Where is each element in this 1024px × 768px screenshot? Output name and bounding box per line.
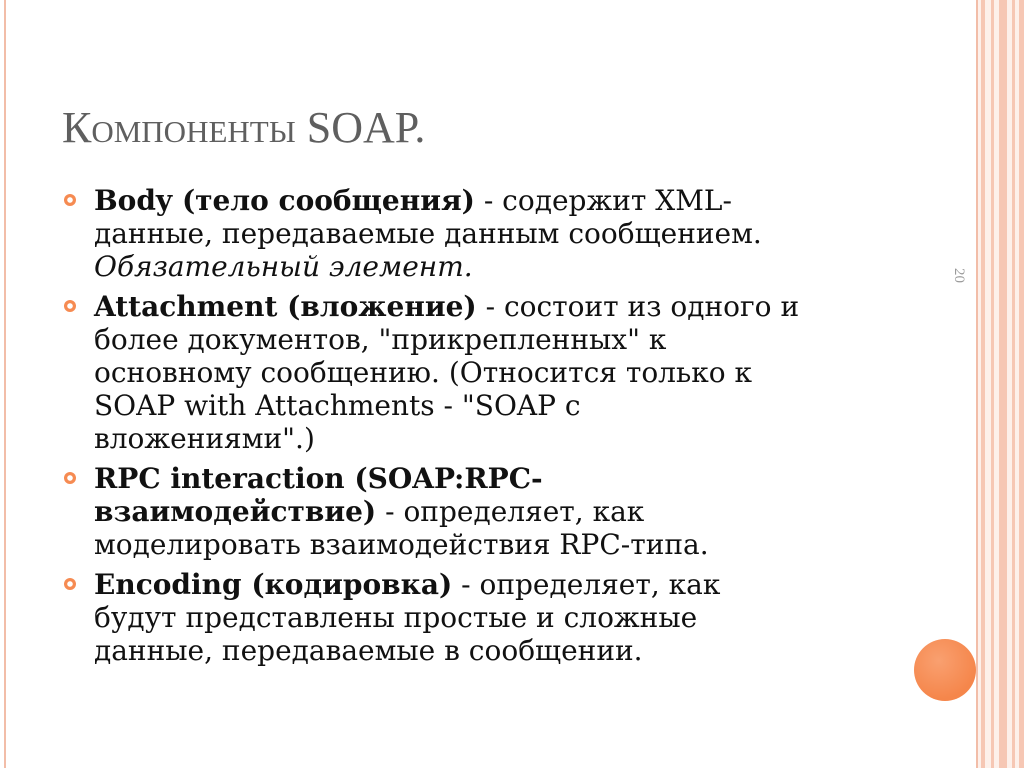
bullet-list bbox=[62, 184, 902, 674]
bullet-line: основному сообщению. (Относится только к bbox=[94, 356, 752, 389]
bullet-line: SOAP with Attachments - "SOAP с bbox=[94, 389, 581, 422]
orange-ring-bullet-icon bbox=[64, 578, 76, 590]
bullet-line: более документов, "прикрепленных" к bbox=[94, 323, 667, 356]
bullet-term: Body (тело сообщения) bbox=[94, 184, 475, 217]
bullet-item-attachment bbox=[62, 290, 902, 455]
page-number: 20 bbox=[951, 268, 967, 283]
decorative-stripe bbox=[991, 0, 994, 768]
bullet-text: - состоит из одного и bbox=[485, 290, 800, 323]
bullet-line bbox=[94, 184, 902, 217]
bullet-term: Encoding (кодировка) bbox=[94, 568, 453, 601]
orange-ring-bullet-icon bbox=[64, 194, 76, 206]
bullet-text: - определяет, как bbox=[385, 495, 645, 528]
decorative-stripe bbox=[1019, 0, 1024, 768]
bullet-term: RPC interaction (SOAP:RPC- bbox=[94, 462, 543, 495]
bullet-emphasis: Обязательный элемент. bbox=[94, 250, 473, 283]
bullet-line bbox=[94, 568, 902, 601]
bullet-line: моделировать взаимодействия RPC-типа. bbox=[94, 528, 709, 561]
bullet-item-rpc bbox=[62, 462, 902, 561]
slide-title: Компоненты SOAP. bbox=[62, 103, 426, 152]
bullet-line bbox=[94, 290, 902, 323]
orange-ring-bullet-icon bbox=[64, 300, 76, 312]
bullet-item-encoding bbox=[62, 568, 902, 667]
orange-ring-bullet-icon bbox=[64, 472, 76, 484]
bullet-line: будут представлены простые и сложные bbox=[94, 601, 698, 634]
decorative-stripes bbox=[978, 0, 1024, 768]
bullet-line: данные, передаваемые в сообщении. bbox=[94, 634, 643, 667]
orange-circle-icon bbox=[914, 639, 976, 701]
decorative-stripe bbox=[999, 0, 1007, 768]
bullet-line: данные, передаваемые данным сообщением. bbox=[94, 217, 762, 250]
bullet-line: вложениями".) bbox=[94, 422, 315, 455]
slide-frame-left-line bbox=[4, 0, 6, 768]
bullet-text: - определяет, как bbox=[461, 568, 721, 601]
bullet-item-body bbox=[62, 184, 902, 283]
bullet-line bbox=[94, 495, 902, 528]
bullet-text: - содержит XML- bbox=[483, 184, 732, 217]
bullet-term: Attachment (вложение) bbox=[94, 290, 477, 323]
decorative-stripe bbox=[1012, 0, 1015, 768]
bullet-term: взаимодействие) bbox=[94, 495, 377, 528]
decorative-stripe bbox=[981, 0, 985, 768]
